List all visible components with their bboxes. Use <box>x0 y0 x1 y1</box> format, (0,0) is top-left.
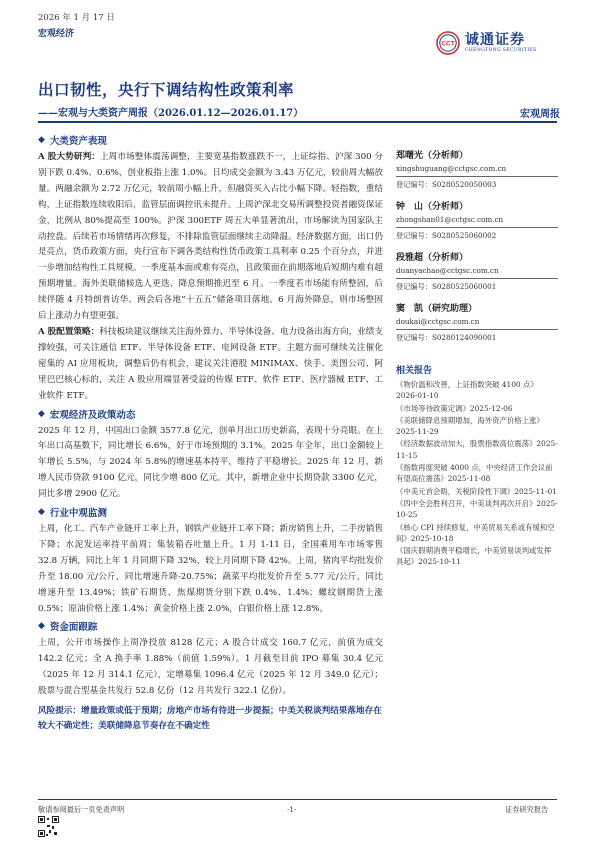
analyst-registration: 登记编号：S0280525060002 <box>396 231 497 240</box>
logo-name-en: CHENGTONG SECURITIES <box>465 48 537 53</box>
risk-warning: 风险提示：增量政策或低于预期；房地产市场有待进一步提振；中美关税谈判结果落地存在较大不确定性；美联储降息节奏存在不确定性 <box>38 706 382 732</box>
analyst-registration: 登记编号：S0280124090001 <box>396 333 497 342</box>
analyst-name: 郑曙光（分析师） <box>396 151 469 161</box>
footer-brand: 证券研究报告 <box>505 805 549 814</box>
diamond-bullet-icon: ◆ <box>38 507 45 518</box>
paragraph-strategy: A 股配置策略：科技板块建议继续关注海外算力、半导体设备、电力设备出海方向，业绩支撑较强，可关注通信 ETF、半导体设备 ETF、电网设备 ETF。主题方面可继续关注催化密集的 AI 应用板块，调整后仍有机会，建议关注港股 MINIMAX、快手、美图公司、阿里巴巴核心标的，关注 A 股应用端显著受益的传媒 ETF、软件 ETF、医疗器械 ETF、工业软件 ETF。 <box>38 326 383 401</box>
related-reports-title: 相关报告 <box>396 366 433 376</box>
analyst-registration: 登记编号：S0280520050003 <box>396 180 497 189</box>
footer-divider <box>38 799 557 800</box>
main-column <box>38 133 383 734</box>
page-number: -1- <box>287 805 297 814</box>
analyst-email[interactable]: doukai@cctgsc.com.cn <box>396 317 480 326</box>
paragraph-label: A 股配置策略： <box>38 326 100 337</box>
related-report-link[interactable]: 《四中全会胜利召开，中美谈判再次开启》2025-10-25 <box>396 498 558 520</box>
related-report-link[interactable]: 《经济数据波动加大，股票指数高位震荡》2025-11-15 <box>396 439 558 460</box>
logo-mark-text: CCT <box>441 40 455 48</box>
analyst-card <box>396 250 558 292</box>
related-report-link[interactable]: 《物价温和改善，上证指数突破 4100 点》2026-01-10 <box>396 380 538 401</box>
section-heading-macro: ◆ 宏观经济及政策动态 <box>38 408 136 421</box>
related-report-link[interactable]: 《国庆假期消费平稳增长，中美贸易谈判或发挥具起》2025-10-11 <box>396 546 552 567</box>
analyst-email[interactable]: xingshuguang@cctgsc.com.cn <box>396 164 507 173</box>
report-type: 宏观周报 <box>520 109 560 120</box>
sidebar <box>396 148 558 569</box>
related-report-link[interactable]: 《中美元首会晤，关税阶段性下调》2025-11-01 <box>396 486 557 496</box>
analyst-card <box>396 148 558 190</box>
analyst-registration: 登记编号：S0280525060001 <box>396 282 497 291</box>
report-subtitle: ——宏观与大类资产周报（2026.01.12—2026.01.17） <box>38 108 304 119</box>
analyst-divider <box>396 176 558 177</box>
analyst-name: 段雅超（分析师） <box>396 253 469 263</box>
analyst-card <box>396 301 558 343</box>
related-report-link[interactable]: 《市场等待政策定调》2025-12-06 <box>396 403 513 413</box>
diamond-bullet-icon: ◆ <box>38 621 45 632</box>
report-section: 宏观经济 <box>38 29 75 39</box>
report-date: 2026 年 1 月 17 日 <box>38 13 115 23</box>
logo-name: 诚通证券 <box>465 32 525 48</box>
analyst-email[interactable]: zhongshan01@cctgsc.com.cn <box>396 215 504 224</box>
related-report-link[interactable]: 《美联储降息预期增加，海外资产价格上涨》2025-11-29 <box>396 415 544 437</box>
section-heading-assets: ◆ 大类资产表现 <box>38 135 107 147</box>
analyst-name: 窦 凯（研究助理） <box>396 304 478 314</box>
analyst-divider <box>396 278 558 279</box>
analyst-divider <box>396 227 558 228</box>
analyst-email[interactable]: duanyachao@cctgsc.com.cn <box>396 266 499 275</box>
title-divider <box>38 121 557 123</box>
diamond-bullet-icon: ◆ <box>38 408 45 419</box>
footer-disclaimer[interactable]: 敬请参阅最后一页免责声明 <box>38 805 125 814</box>
analyst-card <box>396 199 558 241</box>
diamond-bullet-icon: ◆ <box>38 135 45 145</box>
section-heading-funds: ◆ 资金面跟踪 <box>38 621 98 634</box>
report-title: 出口韧性，央行下调结构性政策利率 <box>38 80 295 99</box>
related-report-link[interactable]: 《核心 CPI 持续修复，中美贸易关系或有缓和空间》2025-10-18 <box>396 522 555 543</box>
paragraph-industry: 上周，化工、汽车产业链开工率上升，钢铁产业链开工率下降；新房销售上升，二手房销售下降；水泥发运率持平前周；集装箱吞吐量上升。1 月 1-11 日，全国乘用车市场零售 32.8 万辆，同比上年 1 月同期下降 32%，较上月同期下降 42%。上周，猪肉平均批发价升至 18.00 元/公斤，同比增速升降-20.75%；蔬菜平均批发价升至 5.77 元/公斤，同比增速升至 13.49%；铁矿石期货、焦煤期货分别下跌 0.4%、1.4%；螺纹钢期货上涨 0.5%；原油价格上涨 1.4%；黄金价格上涨 2.0%，白银价格上涨 12.8%。 <box>38 524 383 614</box>
logo-mark-icon <box>436 31 460 55</box>
analyst-divider <box>396 329 558 330</box>
paragraph-funds: 上周，公开市场操作上周净投放 8128 亿元；A 股合计成交 160.7 亿元，前值为成交 142.2 亿元；全 A 换手率 1.88%（前值 1.59%）。1 月截至目前 IPO 募集 30.4 亿元（2025 年 12 月 314.1 亿元），定增募集 1096.4 亿元（2025 年 12 月 349.0 亿元）；股票与混合型基金共发行 52.8 亿份（12 月共发行 322.1 亿份）。 <box>38 638 383 697</box>
qr-code-icon <box>38 816 59 837</box>
paragraph-macro: 2025 年 12 月，中国出口金额 3577.8 亿元，创单月出口历史新高，表现十分亮眼。在上年出口高基数下，同比增长 6.6%，好于市场预期的 3.1%。2025 年全年，出口金额较上年增长 5.5%，与 2024 年 5.8%的增速基本持平，维持了平稳增长。2025 年 12 月，新增人民币贷款 9100 亿元，同比少增 800 亿元。其中，新增企业中长期贷款 3300 亿元，同比多增 2900 亿元。 <box>38 425 383 500</box>
paragraph-label: A 股大势研判： <box>38 152 100 162</box>
analyst-name: 钟 山（分析师） <box>396 202 469 212</box>
section-heading-industry: ◆ 行业中观监测 <box>38 507 107 520</box>
paragraph-market-view: A 股大势研判：上周市场整体震荡调整，主要宽基指数涨跌不一，上证综指、沪深 300 分别下跌 0.4%、0.6%，创业板指上涨 1.0%。日均成交金额为 3.43 万亿元，较前周大幅放量。两融余额为 2.72 万亿元，较前周小幅上升，但融资买入占比小幅下降。轻指数，重结构，上证指数连续收阳后，监管层面调控讯未提升。上周沪深北交易所调整投资者融资保证金，比例从 80%提高至 100%。沪深 300ETF 周五大单显著流出，市场解读为国家队主动控盘。后续若市场情绪再次修复，不排除监管层面继续主动降温。经济数据方面，出口仍是亮点，货币政策方面，央行宣布下调各类结构性货币政策工具利率 0.25 个百分点，并进一步增加结构性工具规模。一季度基本面或难有亮点，且政策面在前期落地后短期内难有超预期增量。海外美联储候选人更迭、降息预期推迟至 6 月。一季度若市场能有所整固，后续伴随 4 月特朗普访华、两会后各地“十五五”储备项目落地、6 月海外降息，则市场整固后上涨动力有望更强。 <box>38 152 383 322</box>
related-report-link[interactable]: 《指数再度突破 4000 点，中央经济工作会议前有望高位震荡》2025-11-08 <box>396 463 553 484</box>
company-logo <box>436 31 537 55</box>
